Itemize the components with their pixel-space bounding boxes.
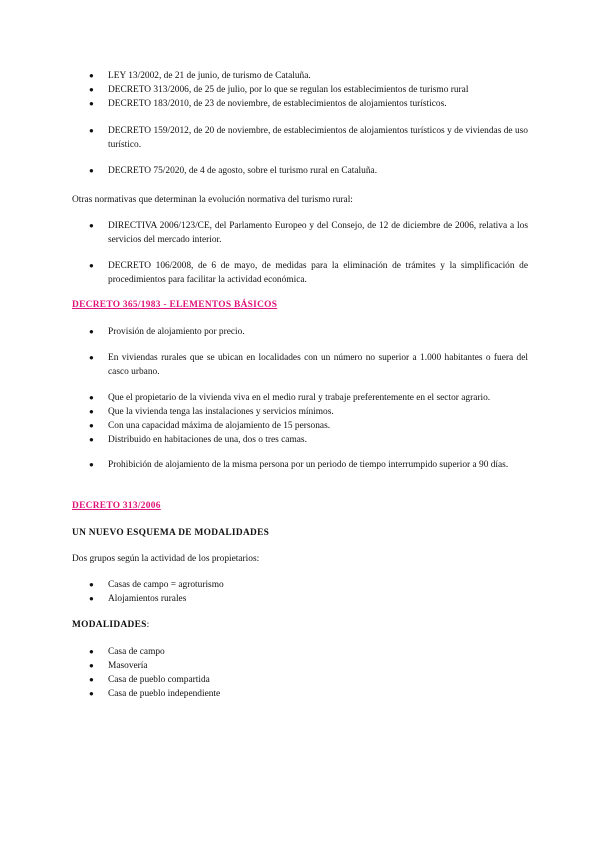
list-elementos-2 — [72, 351, 528, 379]
list-item-text: Casa de pueblo compartida — [108, 675, 210, 685]
bullet-icon: ● — [89, 393, 94, 402]
heading-decreto-365: DECRETO 365/1983 - ELEMENTOS BÁSICOS — [72, 300, 278, 310]
list-item — [72, 419, 528, 433]
bullet-icon: ● — [89, 647, 94, 656]
list-item — [72, 645, 528, 659]
list-item-text: DECRETO 159/2012, de 20 de noviembre, de establecimientos de alojamientos turísticos y de viviendas de uso turístico. — [108, 126, 528, 150]
list-item — [72, 673, 528, 687]
bullet-icon: ● — [89, 85, 94, 94]
list-item — [72, 164, 528, 178]
list-item-text: Casa de pueblo independiente — [108, 689, 221, 699]
list-item — [72, 391, 528, 405]
list-item-text: DECRETO 75/2020, de 4 de agosto, sobre el turismo rural en Cataluña. — [108, 166, 378, 176]
list-item-text: Casa de campo — [108, 647, 165, 657]
heading-modalidades-colon: : — [146, 620, 150, 630]
heading-decreto-313: DECRETO 313/2006 — [72, 501, 161, 511]
list-modalidades — [72, 645, 528, 701]
list-item — [72, 592, 528, 606]
bullet-icon: ● — [89, 166, 94, 175]
list-item-text: DIRECTIVA 2006/123/CE, del Parlamento Europeo y del Consejo, de 12 de diciembre de 2006, relativa a los servicios del mercado interior. — [108, 221, 528, 245]
bullet-icon: ● — [89, 580, 94, 589]
list-item — [72, 69, 528, 83]
list-laws-3 — [72, 164, 528, 178]
list-item-text: Que el propietario de la vivienda viva en el medio rural y trabaje preferentemente en el sector agrario. — [108, 393, 491, 403]
bullet-icon: ● — [89, 71, 94, 80]
list-item-text: Con una capacidad máxima de alojamiento de 15 personas. — [108, 421, 331, 431]
bullet-icon: ● — [89, 675, 94, 684]
bullet-icon: ● — [89, 261, 94, 270]
bullet-icon: ● — [89, 407, 94, 416]
bullet-icon: ● — [89, 435, 94, 444]
heading-modalidades-line — [72, 618, 528, 632]
bullet-icon: ● — [89, 689, 94, 698]
list-item-text: Distribuido en habitaciones de una, dos o tres camas. — [108, 435, 307, 445]
list-item — [72, 659, 528, 673]
bullet-icon: ● — [89, 661, 94, 670]
list-item-text: DECRETO 183/2010, de 23 de noviembre, de establecimientos de alojamientos turísticos. — [108, 99, 447, 109]
list-item-text: Casas de campo = agroturismo — [108, 580, 224, 590]
list-item — [72, 687, 528, 701]
heading-modalidades: MODALIDADES — [72, 620, 147, 630]
list-item — [72, 458, 528, 472]
list-item-text: Prohibición de alojamiento de la misma persona por un periodo de tiempo interrumpido superior a 90 días. — [108, 460, 509, 470]
list-grupos — [72, 578, 528, 606]
list-item — [72, 433, 528, 447]
list-item — [72, 219, 528, 247]
list-item-text: DECRETO 313/2006, de 25 de julio, por lo que se regulan los establecimientos de turismo rural — [108, 85, 469, 95]
list-elementos-1 — [72, 325, 528, 339]
list-elementos-3 — [72, 391, 528, 447]
bullet-icon: ● — [89, 594, 94, 603]
list-item-text: LEY 13/2002, de 21 de junio, de turismo de Cataluña. — [108, 71, 311, 81]
bullet-icon: ● — [89, 353, 94, 362]
para-dos-grupos: Dos grupos según la actividad de los propietarios: — [72, 554, 260, 564]
list-item-text: En viviendas rurales que se ubican en localidades con un número no superior a 1.000 habitantes o fuera del casco urbano. — [108, 353, 528, 377]
list-decreto-106 — [72, 259, 528, 287]
list-item — [72, 83, 528, 97]
list-directiva — [72, 219, 528, 247]
list-item — [72, 405, 528, 419]
bullet-icon: ● — [89, 126, 94, 135]
list-item-text: Que la vivienda tenga las instalaciones y servicios mínimos. — [108, 407, 334, 417]
list-elementos-4 — [72, 458, 528, 472]
list-laws-1 — [72, 69, 528, 111]
list-item-text: Provisión de alojamiento por precio. — [108, 327, 245, 337]
list-item — [72, 259, 528, 287]
list-laws-2 — [72, 124, 528, 152]
list-item-text: Masovería — [108, 661, 148, 671]
bullet-icon: ● — [89, 421, 94, 430]
list-item — [72, 97, 528, 111]
list-item — [72, 325, 528, 339]
bullet-icon: ● — [89, 221, 94, 230]
list-item — [72, 351, 528, 379]
bullet-icon: ● — [89, 99, 94, 108]
list-item-text: Alojamientos rurales — [108, 594, 187, 604]
bullet-icon: ● — [89, 460, 94, 469]
list-item-text: DECRETO 106/2008, de 6 de mayo, de medidas para la eliminación de trámites y la simplificación de procedimientos para facilitar la actividad económica. — [108, 261, 528, 285]
list-item — [72, 124, 528, 152]
heading-nuevo-esquema: UN NUEVO ESQUEMA DE MODALIDADES — [72, 528, 270, 538]
list-item — [72, 578, 528, 592]
bullet-icon: ● — [89, 327, 94, 336]
para-otras-normativas: Otras normativas que determinan la evolución normativa del turismo rural: — [72, 195, 353, 205]
